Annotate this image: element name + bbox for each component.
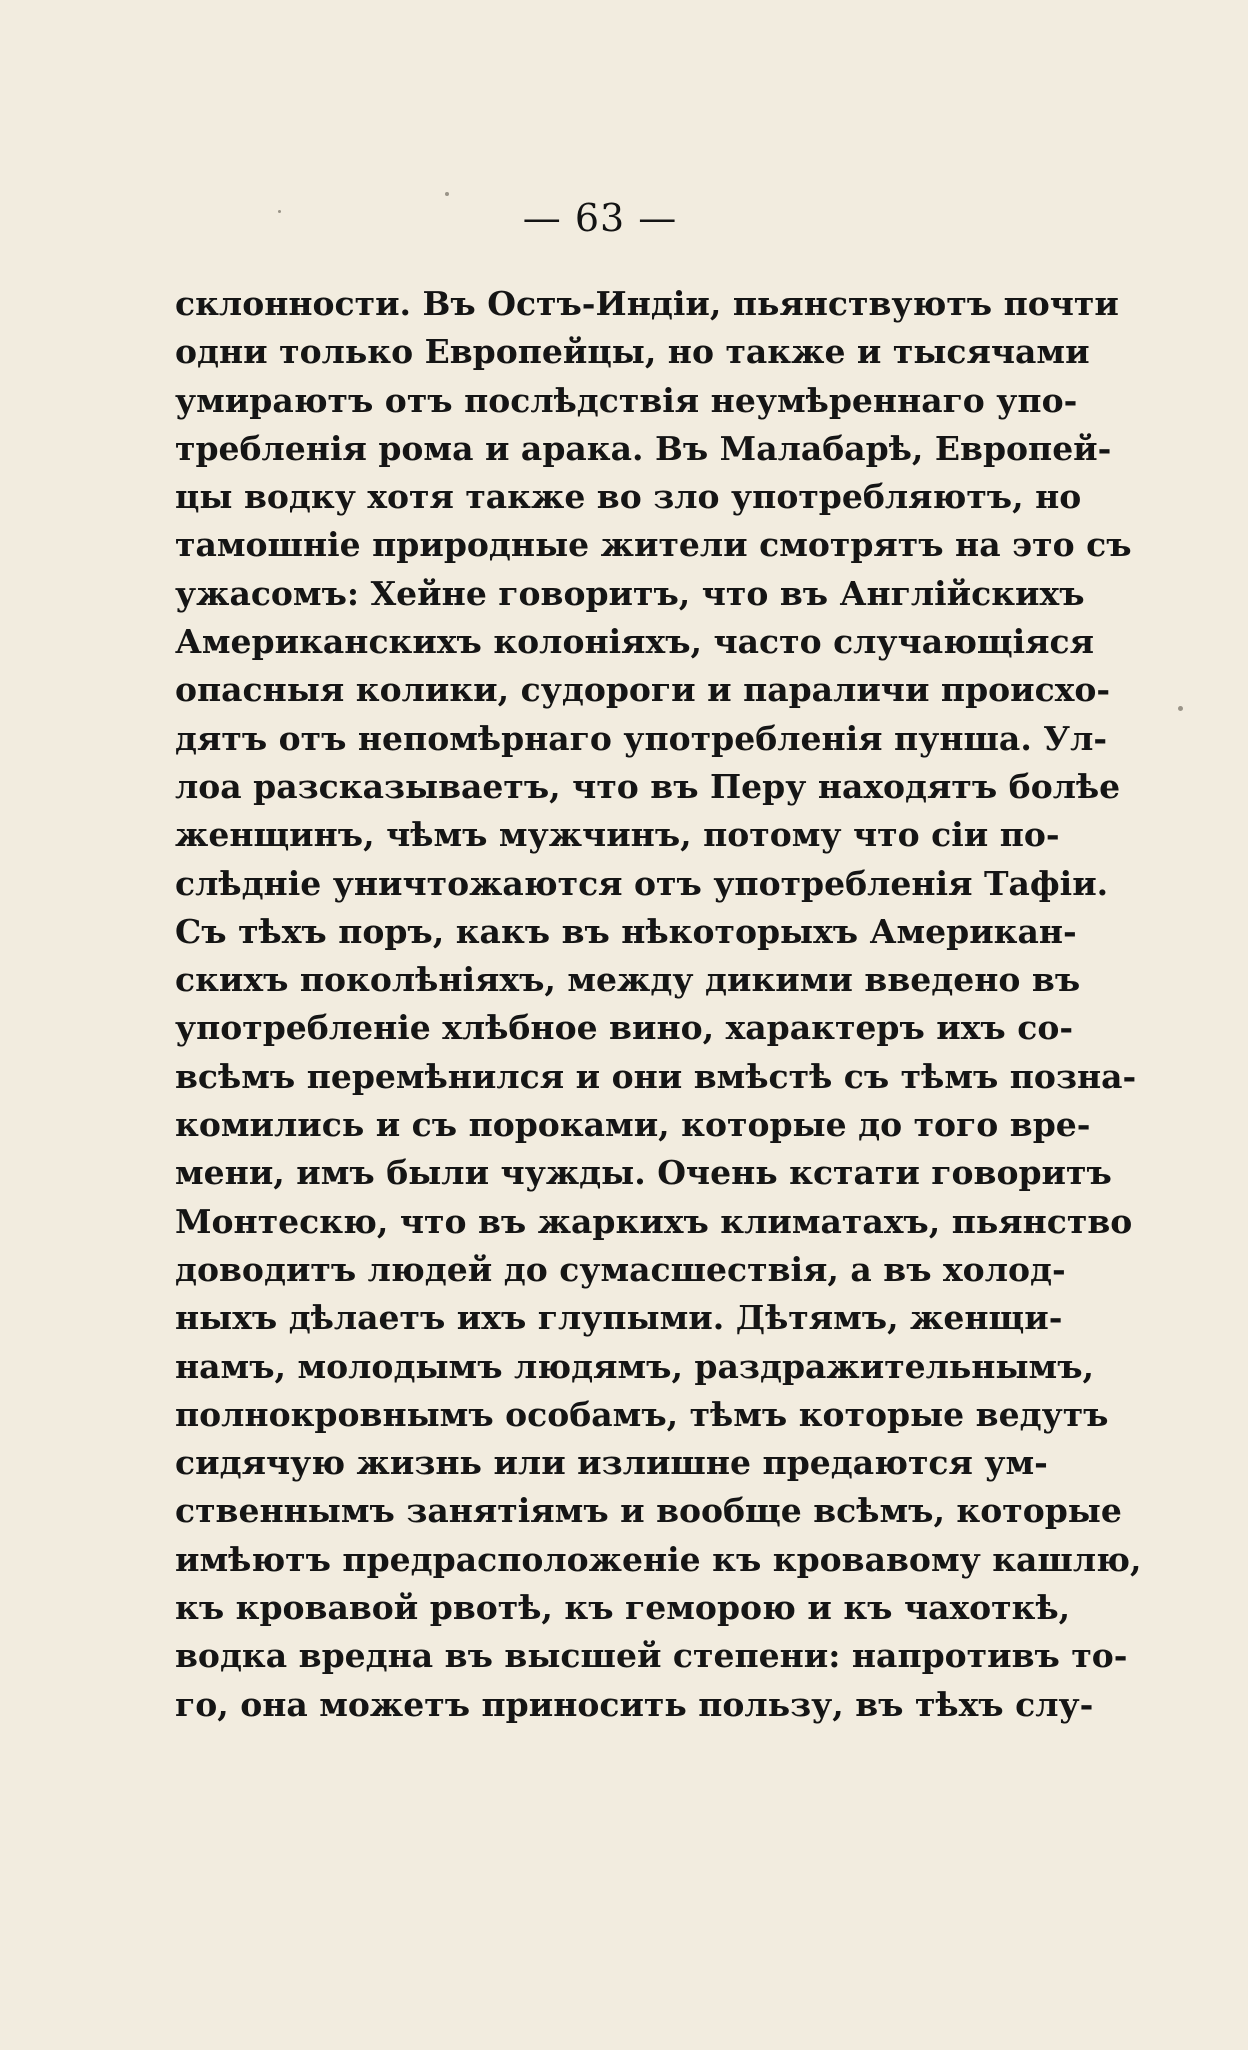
text-line: ныхъ дѣлаетъ ихъ глупыми. Дѣтямъ, женщи-	[175, 1298, 1063, 1338]
text-line: сидячую жизнь или излишне предаются ум-	[175, 1443, 1048, 1483]
text-line: одни только Европейцы, но также и тысячами	[175, 332, 1090, 372]
text-line: лоа разсказываетъ, что въ Перу находятъ болѣе	[175, 766, 1121, 806]
text-line: ужасомъ: Хейне говоритъ, что въ Англійскихъ	[175, 573, 1085, 613]
text-line: слѣдніе уничтожаются отъ употребленія Тафіи.	[175, 863, 1109, 903]
text-line: мени, имъ были чужды. Очень кстати говоритъ	[175, 1153, 1112, 1193]
text-line: склонности. Въ Остъ-Индіи, пьянствуютъ почти	[175, 284, 1119, 323]
text-line: опасныя колики, судороги и параличи происхо-	[175, 670, 1111, 710]
text-line: комились и съ пороками, которые до того вре-	[175, 1105, 1091, 1145]
text-line: требленія рома и арака. Въ Малабарѣ, Европей-	[175, 428, 1112, 468]
paper-speck	[1178, 706, 1183, 711]
text-line: намъ, молодымъ людямъ, раздражительнымъ,	[175, 1346, 1095, 1386]
text-line: всѣмъ перемѣнился и они вмѣстѣ съ тѣмъ позна-	[175, 1056, 1137, 1096]
body-text	[175, 280, 1142, 1729]
text-line: имѣютъ предрасположеніе къ кровавому кашлю,	[175, 1539, 1142, 1579]
text-line: къ кровавой рвотѣ, къ геморою и къ чахоткѣ,	[175, 1588, 1071, 1628]
text-line: скихъ поколѣніяхъ, между дикими введено въ	[175, 960, 1081, 1000]
text-line: цы водку хотя также во зло употребляютъ, но	[175, 477, 1082, 517]
text-line: полнокровнымъ особамъ, тѣмъ которые ведутъ	[175, 1394, 1109, 1434]
text-line: женщинъ, чѣмъ мужчинъ, потому что сіи по-	[175, 815, 1060, 855]
text-line: тамошніе природные жители смотрятъ на это съ	[175, 525, 1132, 565]
page-number: — 63 —	[522, 196, 678, 240]
text-line: го, она можетъ приносить пользу, въ тѣхъ слу-	[175, 1684, 1094, 1724]
text-line: умираютъ отъ послѣдствія неумѣреннаго упо-	[175, 380, 1078, 420]
text-line: Съ тѣхъ поръ, какъ въ нѣкоторыхъ Американ-	[175, 911, 1077, 951]
text-line: употребленіе хлѣбное вино, характеръ ихъ со-	[175, 1008, 1074, 1048]
text-line: доводитъ людей до сумасшествія, а въ холод-	[175, 1249, 1066, 1289]
text-line: Американскихъ колоніяхъ, часто случающіяся	[175, 622, 1095, 662]
text-line: ственнымъ занятіямъ и вообще всѣмъ, которые	[175, 1491, 1122, 1531]
text-line: Монтескю, что въ жаркихъ климатахъ, пьянство	[175, 1201, 1133, 1241]
text-line: водка вредна въ высшей степени: напротивъ то-	[175, 1636, 1128, 1676]
text-line: дятъ отъ непомѣрнаго употребленія пунша. Ул-	[175, 718, 1108, 758]
